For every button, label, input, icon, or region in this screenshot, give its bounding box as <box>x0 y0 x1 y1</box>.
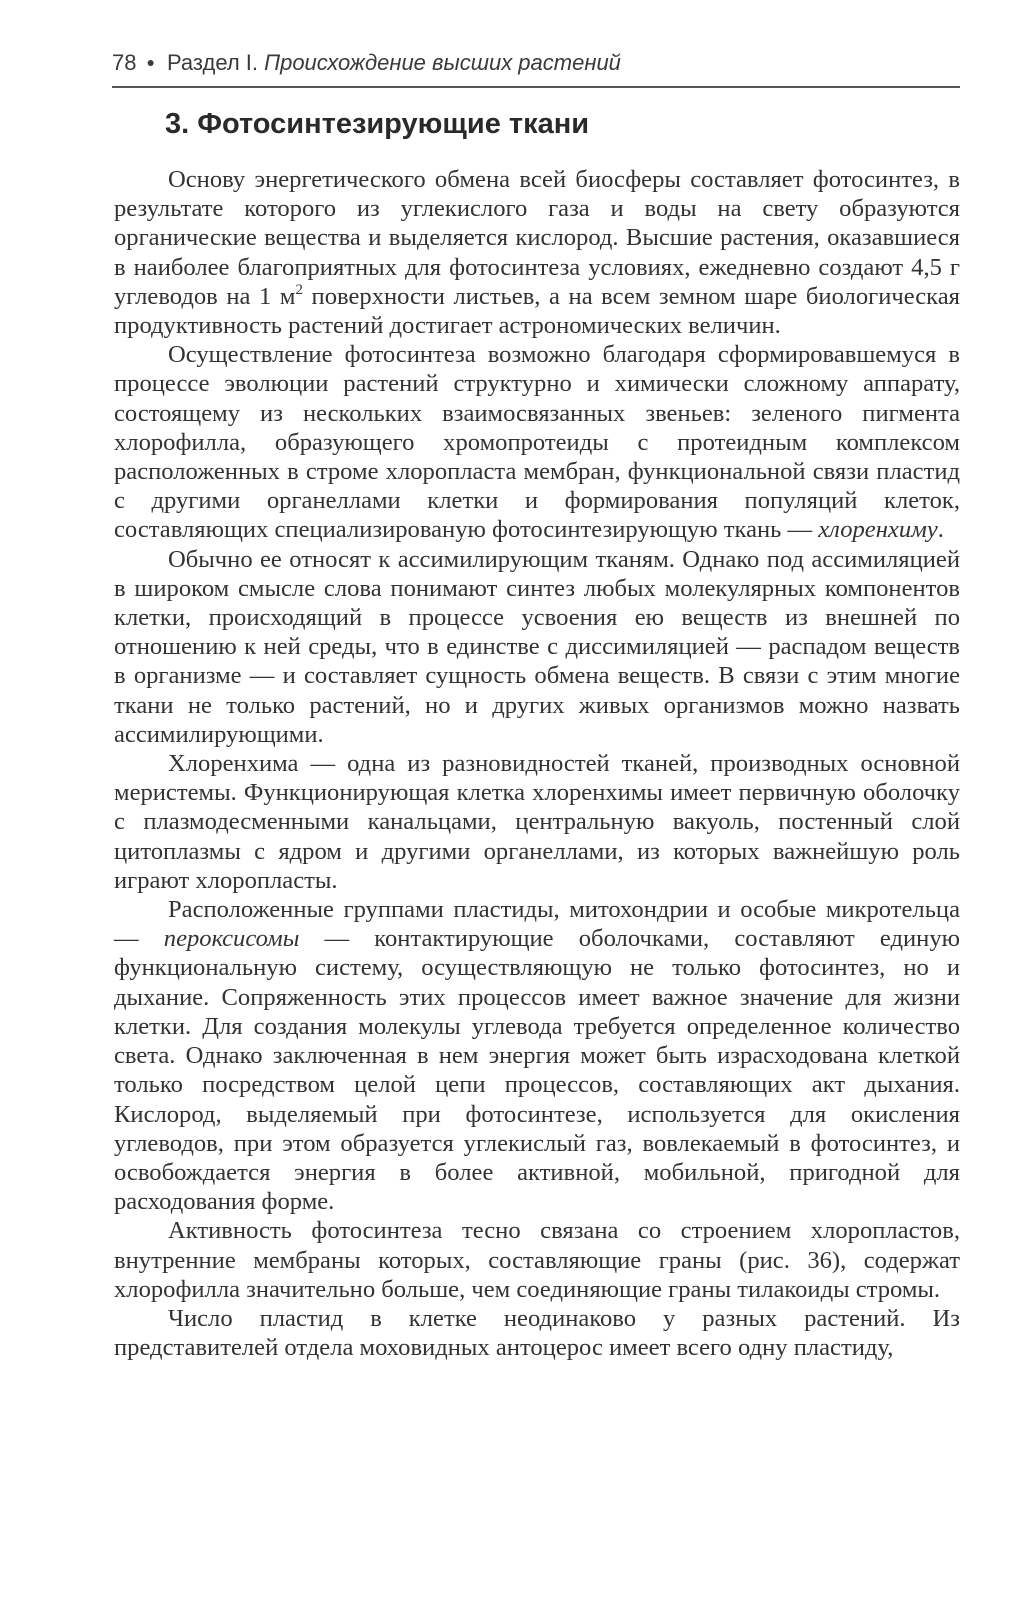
paragraph-3: Обычно ее относят к ассимилирующим тканям. Однако под ассимиляцией в широком смысле слова понимают синтез любых молекулярных компонентов клетки, происходящий в процессе усвоения ею веществ из внешней по отношению к ней среды, что в единстве с диссимиляцией — распадом веществ в организме — и составляет сущность обмена веществ. В связи с этим многие ткани не только растений, но и других живых организмов можно назвать ассимилирующими. <box>114 545 960 748</box>
paragraph-5-text-a: Расположенные группами пластиды, митохондрии и особые микротельца — <box>114 896 960 953</box>
paragraph-1-text-a: Основу энергетического обмена всей биосферы составляет фотосинтез, в результате которого из углекислого газа и воды на свету образуются органические вещества и выделяется кислород. Высшие растения, оказавшиеся в наиболее благоприятных для фотосинтеза условиях, ежедневно создают 4,5 г углеводов на 1 м <box>114 166 960 310</box>
body-text <box>114 165 960 1362</box>
paragraph-6: Активность фотосинтеза тесно связана со строением хлоропластов, внутренние мембраны которых, составляющие граны (рис. 36), содержат хлорофилла значительно больше, чем соединяющие граны тилакоиды стромы. <box>114 1217 960 1303</box>
paragraph-2 <box>114 340 960 544</box>
superscript: 2 <box>295 281 303 298</box>
paragraph-1 <box>114 165 960 340</box>
paragraph-2-end: . <box>937 516 944 544</box>
section-heading: 3. Фотосинтезирующие ткани <box>165 108 590 140</box>
term-chlorenchyma: хлоренхиму <box>818 516 938 544</box>
term-peroxisomes: пероксисомы <box>163 925 300 953</box>
running-head <box>112 50 962 76</box>
paragraph-4: Хлоренхима — одна из разновидностей тканей, производных основной меристемы. Функционирующая клетка хлоренхимы имеет первичную оболочку с плазмодесменными канальцами, центральную вакуоль, постенный слой цитоплазмы с ядром и другими органеллами, из которых важнейшую роль играют хлоропласты. <box>114 750 960 894</box>
paragraph-5-text-b: — контактирующие оболочками, составляют единую функциональную систему, осуществляющую не только фотосинтез, но и дыхание. Сопряженность этих процессов имеет важное значение для жизни клетки. Для создания молекулы углевода требуется определенное количество света. Однако заключенная в нем энергия может быть израсходована клеткой только посредством целой цепи процессов, составляющих акт дыхания. Кислород, выделяемый при фотосинтезе, используется для окисления углеводов, при этом образуется углекислый газ, вовлекаемый в фотосинтез, и освобождается энергия в более активной, мобильной, пригодной для расходования форме. <box>114 925 960 1216</box>
paragraph-5 <box>114 895 960 1216</box>
bullet-icon: ● <box>146 54 155 70</box>
header-rule <box>112 86 960 88</box>
paragraph-2-text: Осуществление фотосинтеза возможно благодаря сформировавшемуся в процессе эволюции растений структурно и химически сложному аппарату, состоящему из нескольких взаимосвязанных звеньев: зеленого пигмента хлорофилла, образующего хромопротеиды с протеидным комплексом расположенных в строме хлоропласта мембран, функциональной связи пластид с другими органеллами клетки и формирования популяций клеток, составляющих специализированую фотосинтезирующую ткань — <box>114 341 960 544</box>
paragraph-7: Число пластид в клетке неодинаково у разных растений. Из представителей отдела моховидных антоцерос имеет всего одну пластиду, <box>114 1304 960 1362</box>
section-label: Раздел I. <box>166 50 259 75</box>
paragraph-1-text-b: поверхности листьев, а на всем земном шаре биологическая продуктивность растений достигает астрономических величин. <box>114 282 960 340</box>
page-number: 78 <box>112 50 137 75</box>
chapter-title: Происхождение высших растений <box>264 50 621 75</box>
